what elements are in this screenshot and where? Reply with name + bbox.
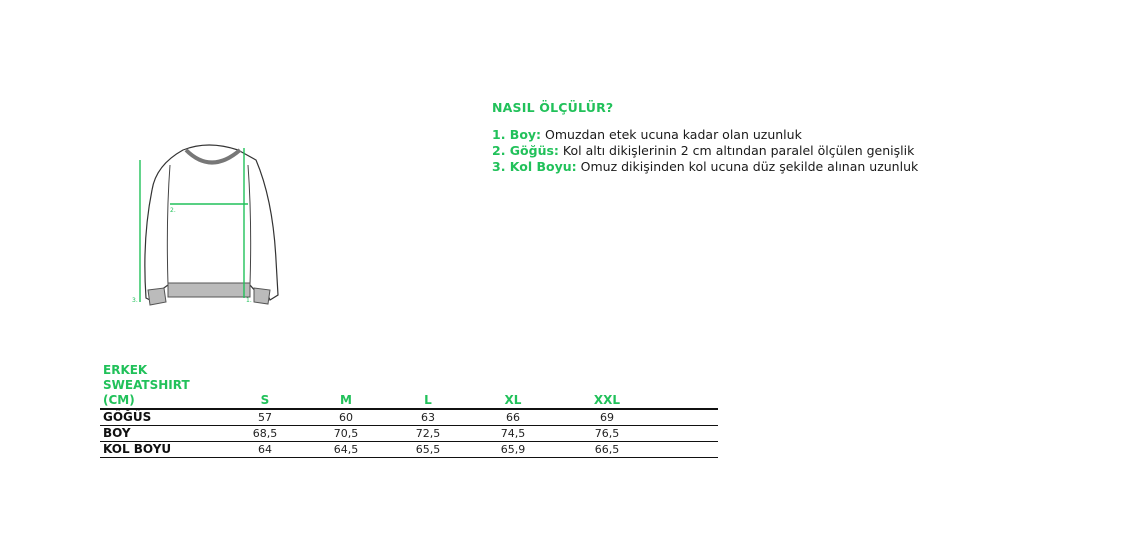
table-cell: 64 [258, 443, 272, 456]
table-cell: 74,5 [500, 427, 526, 440]
table-title-line1: ERKEK [103, 363, 148, 377]
table-cell: 63 [421, 411, 435, 424]
table-header-row [100, 363, 718, 409]
sweatshirt-illustration [128, 120, 288, 360]
table-cell-spacer [657, 426, 718, 442]
column-header-m: M [340, 393, 352, 407]
table-cell: 69 [600, 411, 614, 424]
table-cell: 70,5 [333, 427, 359, 440]
table-cell: 60 [339, 411, 353, 424]
row-label-gogus: GÖĞÜS [103, 410, 152, 424]
guide-item-text: Omuzdan etek ucuna kadar olan uzunluk [541, 127, 802, 142]
guide-item-boy [492, 127, 1092, 143]
table-cell: 65,5 [415, 443, 441, 456]
table-row [100, 442, 718, 458]
column-header-l: L [424, 393, 432, 407]
guide-item-label: 1. Boy: [492, 127, 542, 142]
table-cell-spacer [657, 409, 718, 426]
table-cell-spacer [657, 442, 718, 458]
size-table [100, 363, 718, 458]
table-cell: 72,5 [415, 427, 441, 440]
sweatshirt-diagram-icon [128, 120, 288, 360]
guide-item-text: Kol altı dikişlerinin 2 cm altından paralel ölçülen genişlik [558, 143, 915, 158]
table-cell: 64,5 [333, 443, 359, 456]
table-row [100, 409, 718, 426]
table-cell: 76,5 [594, 427, 620, 440]
measurement-guide [492, 100, 1092, 175]
table-cell: 66 [506, 411, 520, 424]
row-label-boy: BOY [103, 426, 131, 440]
table-title [100, 363, 225, 409]
table-title-line2: SWEATSHIRT (CM) [103, 378, 190, 407]
column-header-xl: XL [504, 393, 522, 407]
marker-3-label: 3. [132, 297, 138, 304]
table-cell: 68,5 [252, 427, 278, 440]
column-header-spacer [657, 363, 718, 409]
table-row [100, 426, 718, 442]
guide-item-label: 2. Göğüs: [492, 143, 559, 158]
marker-1-label: 1. [246, 297, 252, 304]
column-header-xxl: XXL [593, 393, 621, 407]
guide-item-kol-boyu [492, 159, 1092, 175]
row-label-kol-boyu: KOL BOYU [103, 442, 172, 456]
marker-2-label: 2. [170, 207, 176, 214]
table-cell: 66,5 [594, 443, 620, 456]
column-header-s: S [260, 393, 270, 407]
table-cell: 65,9 [500, 443, 526, 456]
guide-item-label: 3. Kol Boyu: [492, 159, 577, 174]
guide-item-text: Omuz dikişinden kol ucuna düz şekilde alınan uzunluk [576, 159, 919, 174]
table-cell: 57 [258, 411, 272, 424]
guide-title: NASIL ÖLÇÜLÜR? [492, 100, 614, 115]
guide-item-gogus [492, 143, 1092, 159]
